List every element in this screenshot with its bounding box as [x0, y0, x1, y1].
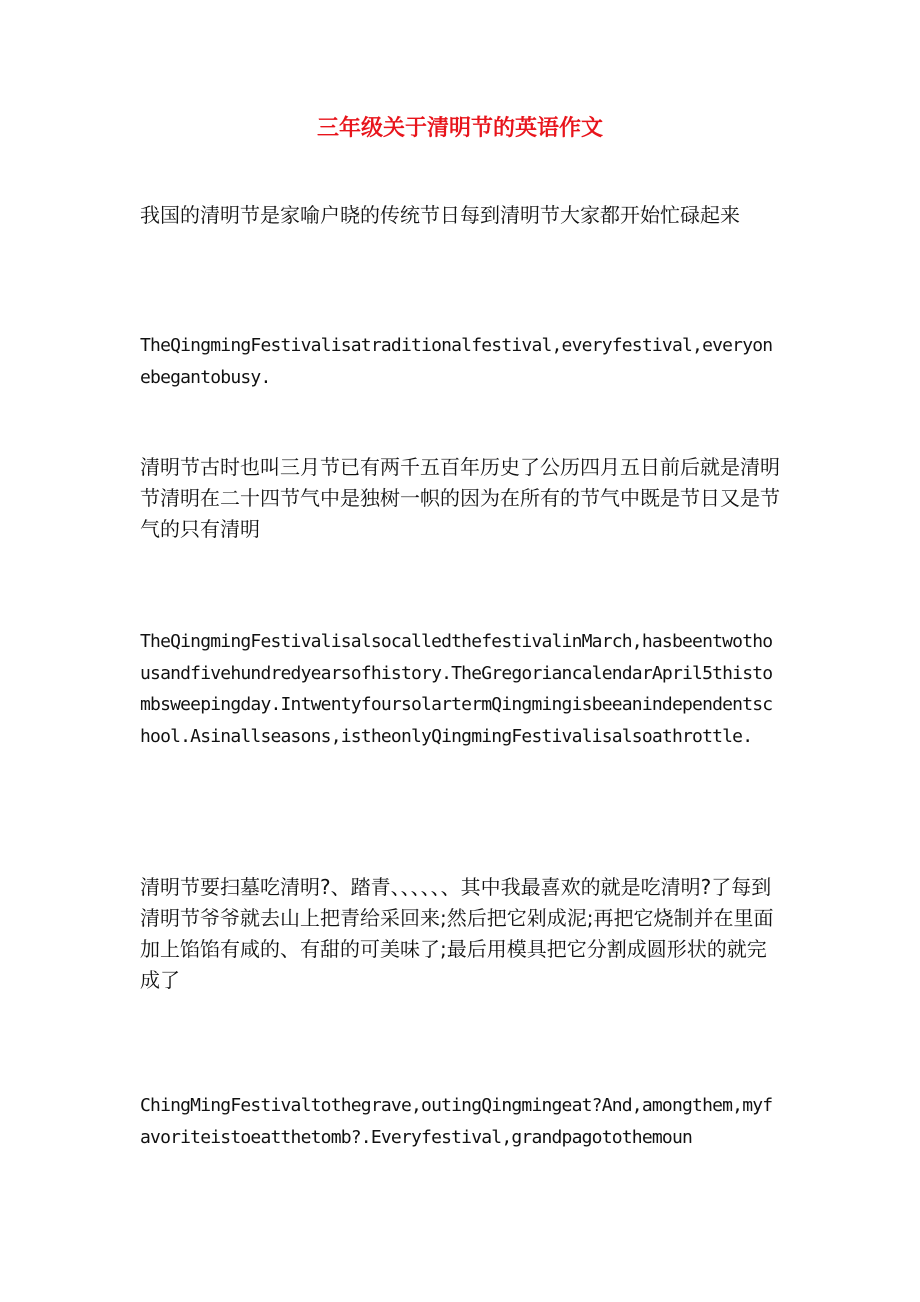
paragraph-en-3: ChingMingFestivaltothegrave,outingQingmingeat?And,amongthem,myfavoriteistoeatthetomb?.Everyfestival,grandpagotothemoun [140, 1095, 773, 1148]
document-title: 三年级关于清明节的英语作文 [316, 116, 603, 141]
paragraph-zh-3: 清明节要扫墓吃清明?、踏青、、、、、、其中我最喜欢的就是吃清明?了每到清明节爷爷就去山上把青给采回来;然后把它剁成泥;再把它烧制并在里面加上馅馅有咸的、有甜的可美味了;最后用模具把它分割成圆形状的就完成了 [140, 875, 774, 992]
paragraph-en-1: TheQingmingFestivalisatraditionalfestival,everyfestival,everyonebegantobusy. [140, 335, 773, 388]
paragraph-zh-2: 清明节古时也叫三月节已有两千五百年历史了公历四月五日前后就是清明节清明在二十四节气中是独树一帜的因为在所有的节气中既是节日又是节气的只有清明 [140, 455, 780, 541]
paragraph-en-2: TheQingmingFestivalisalsocalledthefestivalinMarch,hasbeentwothousandfivehundredyearsofhistory.TheGregoriancalendarApril5thistombsweepingday.IntwentyfoursolartermQingmingisbeeanindependentschool.Asinallseasons,istheonlyQingmingFestivalisalsoathrottle. [140, 631, 773, 747]
paragraph-zh-1: 我国的清明节是家喻户晓的传统节日每到清明节大家都开始忙碌起来 [140, 203, 740, 227]
